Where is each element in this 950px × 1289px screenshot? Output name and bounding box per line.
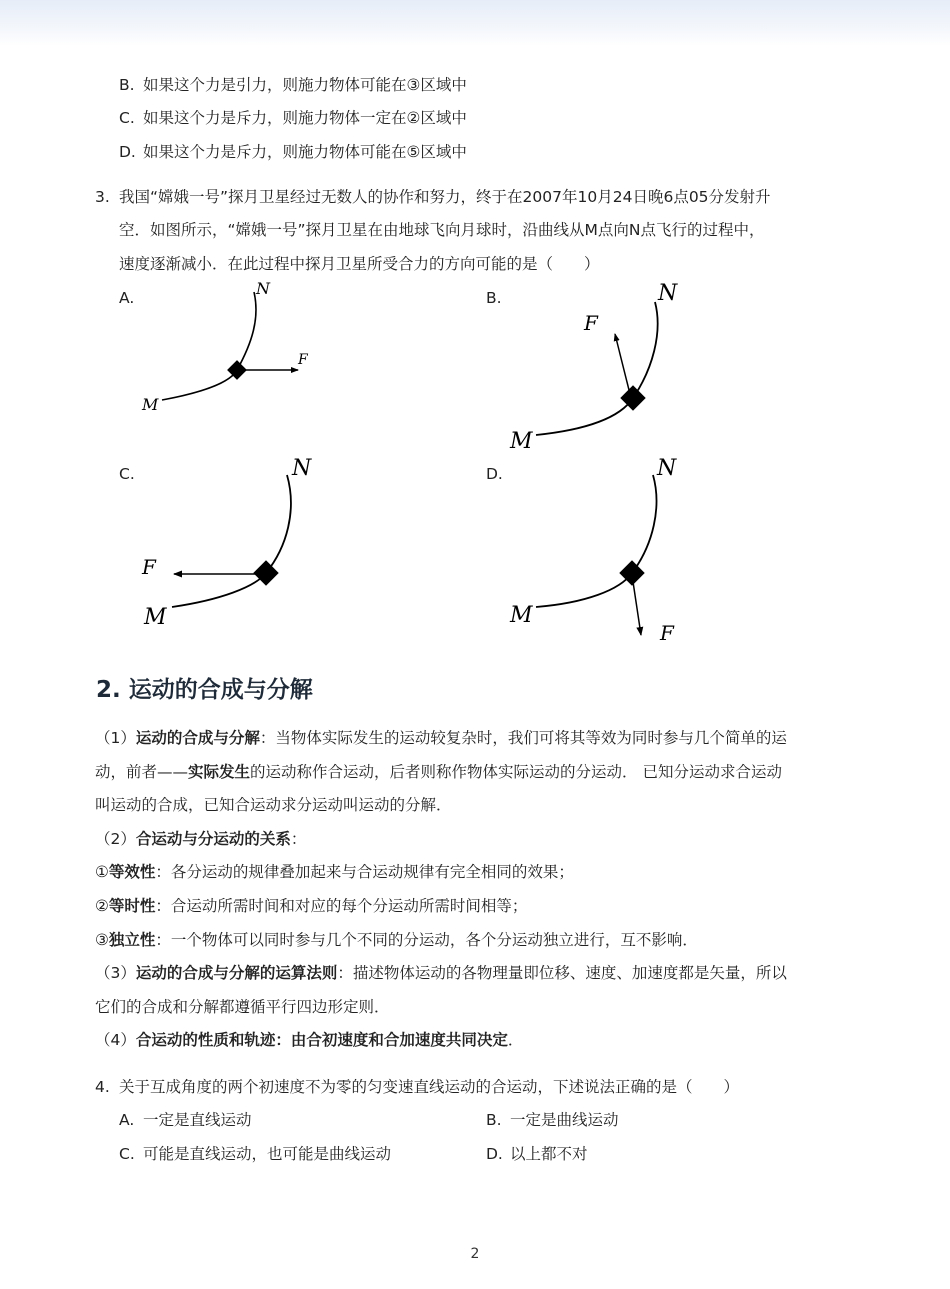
figure-option-a	[130, 278, 330, 418]
label-m: M	[510, 603, 533, 628]
label-n: N	[256, 279, 270, 298]
q3-option-b-letter: B.	[486, 289, 502, 307]
label-n: N	[657, 456, 677, 481]
prev-option-b: B. 如果这个力是引力，则施力物体可能在③区域中	[119, 76, 467, 94]
section-p3-line2: 它们的合成和分解都遵循平行四边形定则．	[95, 998, 390, 1016]
trajectory-curve	[172, 475, 291, 607]
q4-option-b: B. 一定是曲线运动	[486, 1111, 619, 1129]
header-band	[0, 0, 950, 46]
label-n: N	[292, 456, 312, 481]
label-m: M	[510, 429, 533, 453]
q3-line3: 速度逐渐减小．在此过程中探月卫星所受合力的方向可能的是（ ）	[119, 255, 600, 273]
prev-option-c: C. 如果这个力是斥力，则施力物体一定在②区域中	[119, 109, 467, 127]
section-title: 2. 运动的合成与分解	[96, 677, 313, 703]
section-p4: （4）合运动的性质和轨迹：由合初速度和合加速度共同决定．	[95, 1031, 524, 1049]
section-p1-line1: （1）运动的合成与分解：当物体实际发生的运动较复杂时，我们可将其等效为同时参与几个简单的运	[95, 729, 787, 747]
figure-option-c	[130, 455, 330, 633]
force-arrow	[632, 575, 641, 635]
q3-option-c-letter: C.	[119, 465, 135, 483]
section-p1-line3: 叫运动的合成，已知合运动求分运动叫运动的分解．	[95, 796, 452, 814]
trajectory-curve	[536, 475, 656, 607]
q3-option-d-letter: D.	[486, 465, 503, 483]
q3-line2: 空．如图所示，“嫦娥一号”探月卫星在由地球飞向月球时，沿曲线从M点向N点飞行的过程中，	[119, 221, 765, 239]
q4-option-d: D. 以上都不对	[486, 1145, 588, 1163]
label-n: N	[658, 281, 678, 306]
figure-option-d	[500, 455, 700, 650]
q3-option-a-letter: A.	[119, 289, 135, 307]
label-f: F	[142, 555, 156, 579]
q4-option-c: C. 可能是直线运动，也可能是曲线运动	[119, 1145, 392, 1163]
label-f: F	[298, 352, 308, 368]
section-p1-line2: 动，前者——实际发生的运动称作合运动，后者则称作物体实际运动的分运动． 已知分运动求合运动	[95, 763, 782, 781]
section-item-equivalence: ①等效性：各分运动的规律叠加起来与合运动规律有完全相同的效果；	[95, 863, 574, 881]
force-arrow	[615, 334, 630, 394]
section-p2: （2）合运动与分运动的关系：	[95, 830, 307, 848]
q4-option-a: A. 一定是直线运动	[119, 1111, 252, 1129]
q3-line1: 3. 我国“嫦娥一号”探月卫星经过无数人的协作和努力，终于在2007年10月24日晚6点05分发射升	[95, 188, 771, 206]
q4-stem: 4. 关于互成角度的两个初速度不为零的匀变速直线运动的合运动，下述说法正确的是（ ）	[95, 1078, 740, 1096]
label-m: M	[142, 395, 159, 414]
section-item-simultaneity: ②等时性：合运动所需时间和对应的每个分运动所需时间相等；	[95, 897, 528, 915]
trajectory-curve	[162, 292, 256, 400]
figure-option-b	[500, 278, 700, 453]
section-p3-line1: （3）运动的合成与分解的运算法则：描述物体运动的各物理量即位移、速度、加速度都是矢量，所以	[95, 964, 787, 982]
label-f: F	[584, 311, 598, 335]
prev-option-d: D. 如果这个力是斥力，则施力物体可能在⑤区域中	[119, 143, 467, 161]
page-number: 2	[470, 1246, 480, 1262]
label-m: M	[144, 605, 167, 630]
section-item-independence: ③独立性：一个物体可以同时参与几个不同的分运动，各个分运动独立进行，互不影响．	[95, 931, 698, 949]
label-f: F	[660, 621, 674, 645]
